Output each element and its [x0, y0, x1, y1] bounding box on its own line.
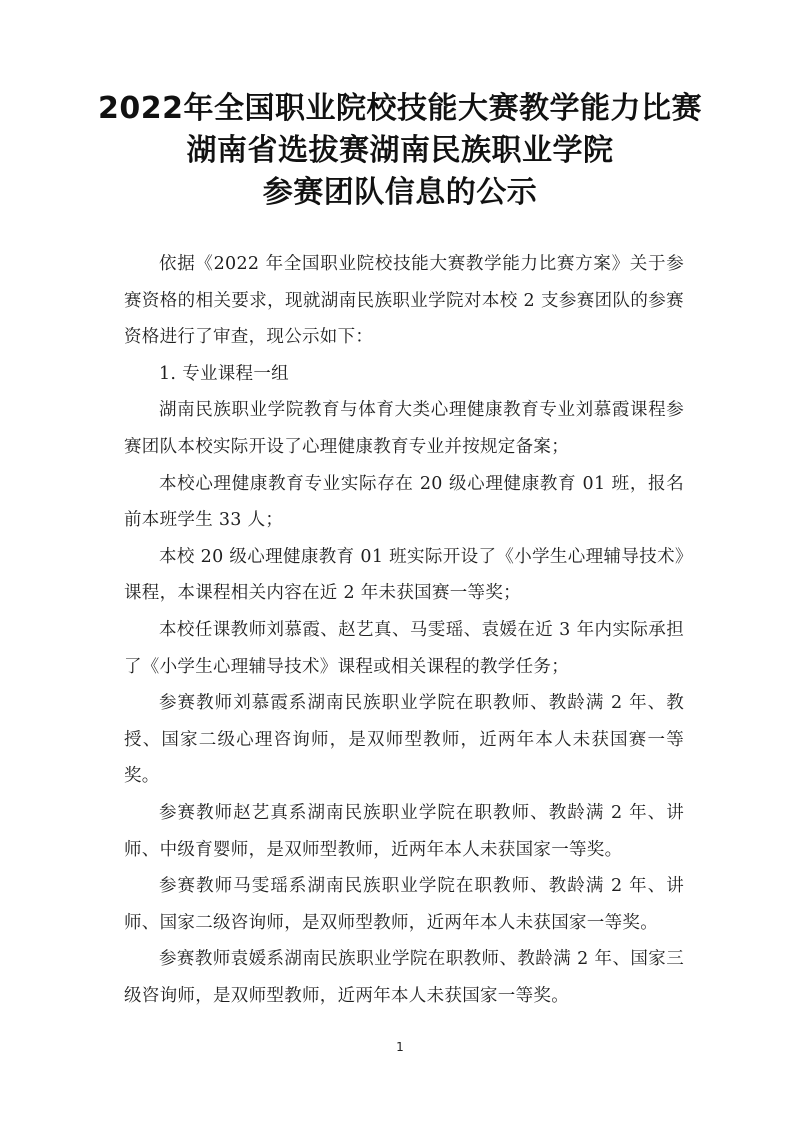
- document-body: [124, 246, 684, 1014]
- title-line-3: 参赛团队信息的公示: [262, 175, 538, 210]
- section-heading: 1. 专业课程一组: [159, 363, 289, 384]
- page-number: 1: [396, 1040, 404, 1054]
- paragraph-class: 本校心理健康教育专业实际存在 20 级心理健康教育 01 班，报名前本班学生 33 人；: [124, 473, 684, 531]
- paragraph-intro: 依据《2022 年全国职业院校技能大赛教学能力比赛方案》关于参赛资格的相关要求，现就湖南民族职业学院对本校 2 支参赛团队的参赛资格进行了审查，现公示如下：: [124, 254, 684, 348]
- title-line-1: 2022年全国职业院校技能大赛教学能力比赛: [98, 91, 702, 126]
- paragraph-teacher-zhao: 参赛教师赵艺真系湖南民族职业学院在职教师、教龄满 2 年、讲师、中级育婴师，是双师型教师，近两年本人未获国家一等奖。: [124, 802, 684, 860]
- document-title: [0, 88, 800, 214]
- paragraph-teacher-yuan: 参赛教师袁媛系湖南民族职业学院在职教师、教龄满 2 年、国家三级咨询师，是双师型教师，近两年本人未获国家一等奖。: [124, 949, 684, 1006]
- paragraph-teachers: 本校任课教师刘慕霞、赵艺真、马雯瑶、袁媛在近 3 年内实际承担了《小学生心理辅导技术》课程或相关课程的教学任务；: [124, 619, 684, 677]
- paragraph-teacher-ma: 参赛教师马雯瑶系湖南民族职业学院在职教师、教龄满 2 年、讲师、国家二级咨询师，是双师型教师，近两年本人未获国家一等奖。: [124, 876, 684, 933]
- paragraph-major: 湖南民族职业学院教育与体育大类心理健康教育专业刘慕霞课程参赛团队本校实际开设了心理健康教育专业并按规定备案；: [124, 400, 684, 457]
- title-line-2: 湖南省选拔赛湖南民族职业学院: [186, 133, 614, 168]
- paragraph-teacher-liu: 参赛教师刘慕霞系湖南民族职业学院在职教师、教龄满 2 年、教授、国家二级心理咨询师，是双师型教师，近两年本人未获国赛一等奖。: [124, 693, 684, 787]
- paragraph-course: 本校 20 级心理健康教育 01 班实际开设了《小学生心理辅导技术》课程，本课程相关内容在近 2 年未获国赛一等奖；: [124, 546, 684, 604]
